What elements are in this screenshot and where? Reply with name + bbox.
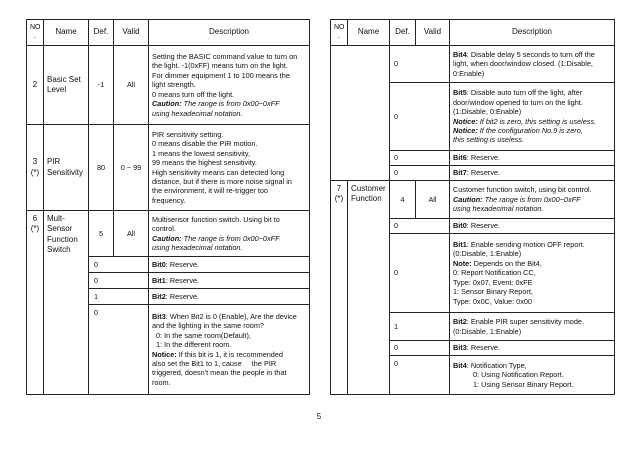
- description-line: 0: Report Notification CC,: [453, 268, 536, 278]
- description-line: 0 means disable the PIR motion.: [152, 139, 258, 149]
- description-line: For dimmer equipment 1 to 100 means the: [152, 70, 290, 80]
- param-valid-range: All: [114, 46, 149, 125]
- col-header-def: Def.: [89, 20, 114, 46]
- param-valid-range: 0 ~ 99: [114, 125, 149, 211]
- bit-default: 0: [390, 219, 450, 234]
- description-line: using hexadecimal notation.: [152, 108, 243, 118]
- description-line: this setting is useless.: [453, 135, 524, 145]
- bit-description: [450, 234, 615, 313]
- description-line: Bit6: Reserve.: [453, 153, 501, 163]
- description-line: 0: In the same room(Default),: [156, 330, 251, 340]
- bit-default: 0: [390, 46, 450, 83]
- description-line: Bit2: Reserve.: [152, 291, 200, 301]
- param-description: [149, 46, 310, 125]
- description-line: Customer function switch, using bit control.: [453, 185, 592, 195]
- description-line: 0: Using Notification Report.: [473, 370, 564, 380]
- param-description: [149, 125, 310, 211]
- bit-default: 0: [89, 305, 149, 395]
- table-row: [27, 46, 310, 125]
- bit-description: [149, 289, 310, 305]
- param-name: Mult- Sensor Function Switch: [44, 211, 89, 395]
- bit-description: [149, 257, 310, 273]
- param-default: 5: [89, 211, 114, 257]
- bit-default: 0: [390, 83, 450, 151]
- col-header-description: Description: [450, 20, 615, 46]
- bit-description: [450, 166, 615, 181]
- table-header-row: [27, 20, 310, 46]
- table-row: [331, 181, 615, 219]
- description-line: room.: [152, 377, 171, 387]
- description-line: 1: Using Sensor Binary Report.: [473, 379, 574, 389]
- param-number: 2: [27, 46, 44, 125]
- description-line: using hexadecimal notation.: [152, 242, 243, 252]
- description-line: 1: In the different room.: [156, 340, 232, 350]
- bit-default: 0: [89, 257, 149, 273]
- description-line: 99 means the highest sensitivity.: [152, 158, 257, 168]
- description-line: (0:Disable, 1:Enable): [453, 326, 522, 336]
- bit-description: [450, 313, 615, 341]
- bit-description: [450, 46, 615, 83]
- description-line: Bit7: Reserve.: [453, 168, 501, 178]
- description-line: Notice: If bit2 is zero, this setting is useless.: [453, 116, 597, 126]
- param-description: [149, 211, 310, 257]
- description-line: distance, but if there is more noise signal in: [152, 176, 292, 186]
- bit-description: [450, 219, 615, 234]
- col-header-name: Name: [44, 20, 89, 46]
- bit-description: [149, 305, 310, 395]
- description-line: Type: 0x07, Event: 0xFE: [453, 277, 533, 287]
- col-header-no: NO .: [27, 20, 44, 46]
- description-line: Setting the BASIC command value to turn on: [152, 51, 298, 61]
- description-line: Bit4: Disable delay 5 seconds to turn off the: [453, 49, 595, 59]
- description-line: Notice: If this bit is 1, it is recommended: [152, 349, 283, 359]
- param-name: Basic Set Level: [44, 46, 89, 125]
- param-number: 3 (*): [27, 125, 44, 211]
- bit-description: [149, 273, 310, 289]
- param-valid-range: All: [416, 181, 450, 219]
- param-default: -1: [89, 46, 114, 125]
- param-number: 7 (*): [331, 181, 348, 395]
- description-line: Bit0: Reserve.: [453, 221, 501, 231]
- col-header-name: Name: [348, 20, 390, 46]
- description-line: Bit5: Disable auto turn off the light, after: [453, 88, 583, 98]
- description-line: (1:Disable, 0:Enable): [453, 107, 522, 117]
- description-line: High sensitivity means can detected long: [152, 167, 285, 177]
- description-line: Caution: The range is from 0x00~0xFF: [152, 99, 280, 109]
- param-description: [450, 181, 615, 219]
- param-name: Customer Function: [348, 181, 390, 395]
- param-default: 80: [89, 125, 114, 211]
- description-line: 0:Enable): [453, 68, 485, 78]
- description-line: 0 means turn off the light.: [152, 89, 235, 99]
- description-line: Caution: The range is from 0x00~0xFF: [152, 233, 280, 243]
- description-line: also set the Bit1 to 1, cause the PIR: [152, 358, 277, 368]
- description-line: Bit4: Notification Type,: [453, 360, 527, 370]
- table-header-row: [331, 20, 615, 46]
- description-line: Type: 0x0C, Value: 0x00: [453, 296, 532, 306]
- description-line: PIR sensitivity setting.: [152, 129, 224, 139]
- bit-default: 0: [390, 166, 450, 181]
- param-number: 6 (*): [27, 211, 44, 395]
- col-header-no: NO .: [331, 20, 348, 46]
- description-line: control.: [152, 224, 176, 234]
- bit-description: [450, 83, 615, 151]
- param-name: PIR Sensitivity: [44, 125, 89, 211]
- description-line: 1: Sensor Binary Report,: [453, 287, 533, 297]
- col-header-def: Def.: [390, 20, 416, 46]
- col-header-description: Description: [149, 20, 310, 46]
- description-line: Note: Depends on the Bit4,: [453, 258, 542, 268]
- description-line: light, when door/window closed. (1:Disable,: [453, 59, 593, 69]
- description-line: Bit1: Enable sending motion OFF report.: [453, 239, 585, 249]
- description-line: light strength.: [152, 80, 196, 90]
- description-line: Multisensor function switch. Using bit to: [152, 214, 280, 224]
- description-line: Caution: The range is from 0x00~0xFF: [453, 194, 581, 204]
- param-default: 4: [390, 181, 416, 219]
- bit-default: 1: [89, 289, 149, 305]
- description-line: (0:Disable, 1:Enable): [453, 249, 522, 259]
- bit-description: [450, 341, 615, 356]
- param-valid-range: All: [114, 211, 149, 257]
- bit-default: 0: [89, 273, 149, 289]
- description-line: Bit0: Reserve.: [152, 259, 200, 269]
- col-header-valid: Valid: [114, 20, 149, 46]
- description-line: frequency.: [152, 195, 186, 205]
- description-line: Bit2: Enable PIR super sensitivity mode.: [453, 317, 585, 327]
- continued-param-cell: [331, 46, 390, 181]
- bit-default: 0: [390, 151, 450, 166]
- right-config-table: [330, 19, 615, 395]
- description-line: and the lighting in the same room?: [152, 321, 264, 331]
- description-line: Bit1: Reserve.: [152, 275, 200, 285]
- left-config-table: [26, 19, 310, 395]
- table-row: [27, 211, 310, 257]
- col-header-valid: Valid: [416, 20, 450, 46]
- bit-default: 1: [390, 313, 450, 341]
- description-line: Notice: If the configuration No.9 is zero,: [453, 125, 583, 135]
- table-row: [27, 125, 310, 211]
- description-line: Bit3: Reserve.: [453, 343, 501, 353]
- bit-default: 0: [390, 234, 450, 313]
- page-number: 5: [316, 412, 322, 421]
- description-line: Bit3: When Bit2 is 0 (Enable), Are the device: [152, 311, 297, 321]
- bit-row: [331, 46, 615, 83]
- description-line: using hexadecimal notation.: [453, 204, 544, 214]
- description-line: the light. -1(0xFF) means turn on the light.: [152, 61, 288, 71]
- bit-default: 0: [390, 341, 450, 356]
- description-line: 1 means the lowest sensitivity,: [152, 148, 251, 158]
- description-line: the environment, it will re-trigger too: [152, 186, 268, 196]
- description-line: triggered, doesn't mean the people in that: [152, 368, 287, 378]
- bit-description: [450, 151, 615, 166]
- bit-description: [450, 356, 615, 395]
- bit-default: 0: [390, 356, 450, 395]
- description-line: door/window opened to turn on the light.: [453, 97, 583, 107]
